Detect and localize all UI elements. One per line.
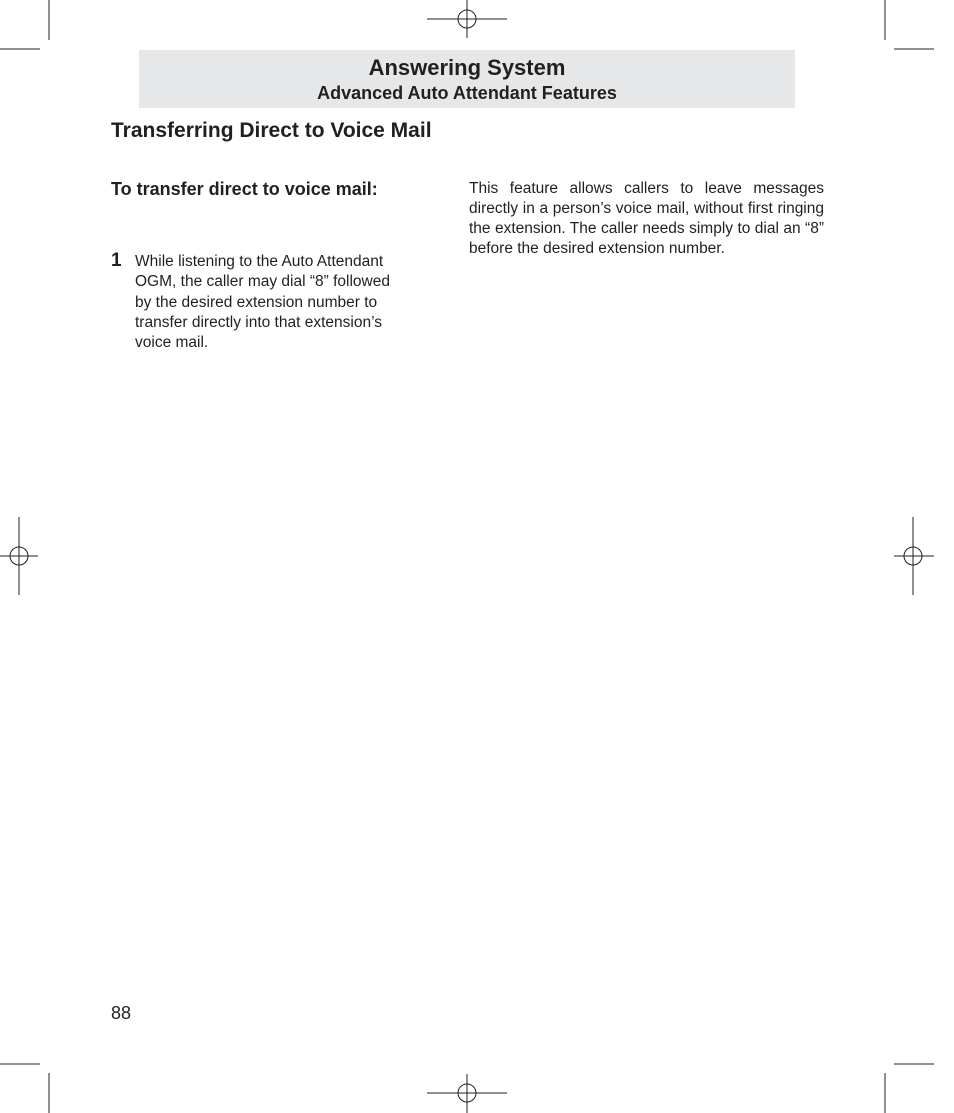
crop-mark-bottom-left (0, 1064, 49, 1113)
header-subtitle: Advanced Auto Attendant Features (317, 83, 617, 103)
header-band (139, 50, 795, 108)
crop-mark-top-right (885, 0, 934, 49)
feature-description: This feature allows callers to leave messages directly in a person’s voice mail, without first ringing the extension. The caller needs simply to dial an “8” before the desired extension number. (469, 180, 824, 257)
crop-mark-top-left (0, 0, 49, 49)
page-title: Transferring Direct to Voice Mail (111, 119, 432, 142)
registration-mark-bottom (427, 1074, 507, 1113)
crop-mark-bottom-right (885, 1064, 934, 1113)
registration-mark-left (0, 517, 38, 595)
registration-mark-right (894, 517, 934, 595)
page-number: 88 (111, 1003, 132, 1023)
step-text: While listening to the Auto Attendant OGM, the caller may dial “8” followed by the desired extension number to transfer directly into that extension’s voice mail. (135, 253, 390, 352)
header-title: Answering System (368, 55, 566, 80)
section-heading: To transfer direct to voice mail: (111, 179, 378, 199)
registration-mark-top (427, 0, 507, 38)
step-number: 1 (111, 250, 122, 271)
